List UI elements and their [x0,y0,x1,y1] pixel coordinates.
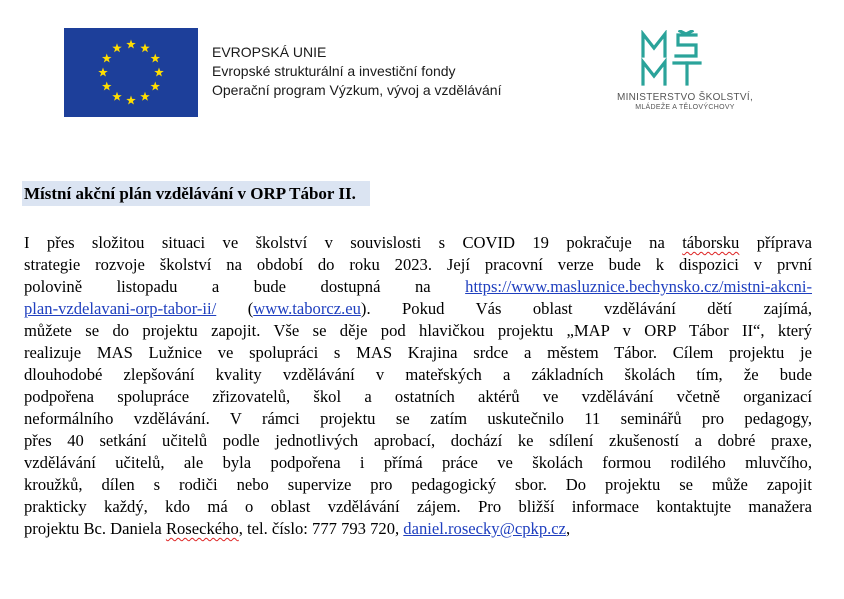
text-span: , [566,519,571,538]
taborcz-link[interactable]: www.taborcz.eu [253,299,361,318]
body-line: podpořena spolupráce zřizovatelů, škol a ostatních aktérů ve vzdělávání včetně organizací [24,387,812,406]
msmt-logo-icon [640,30,704,86]
body-line [24,518,812,540]
body-line: realizuje MAS Lužnice ve spolupráci s MAS Krajina srdce a městem Tábor. Cílem projektu je [24,343,812,362]
msmt-line-1: MINISTERSTVO ŠKOLSTVÍ, [616,92,754,103]
eu-line-1: EVROPSKÁ UNIE [212,44,327,60]
body-line: strategie rozvoje školství na období do roku 2023. Její pracovní verze bude k dispozici v první [24,255,812,274]
text-span: projektu Bc. Daniela [24,519,166,538]
body-line: neformálního vzdělávání. V rámci projektu se zatím uskutečnilo 11 seminářů pro pedagogy, [24,409,812,428]
body-line: přes 40 setkání učitelů podle jednotlivých aprobací, dochází ke sdílení zkušeností a dobré praxe, [24,431,812,450]
eu-line-3: Operační program Výzkum, vývoj a vzdělávání [212,82,502,98]
text-span: , tel. číslo: 777 793 720, [238,519,404,538]
body-line: kroužků, dílen s rodiči nebo supervize pro pedagogický sbor. Do projektu se může zapojit [24,475,812,494]
eu-line-2: Evropské strukturální a investiční fondy [212,63,456,79]
msmt-text-block [600,92,770,112]
misspelled-word: Roseckého [165,519,239,538]
document-heading: Místní akční plán vzdělávání v ORP Tábor II. [22,181,370,206]
body-line: vzdělávání učitelů, ale byla podpořena i přímá práce ve školách formou rodilého mluvčího, [24,453,812,472]
text-span: ( [216,299,254,318]
document-body [24,232,812,540]
body-line [24,232,812,254]
map-url-link[interactable]: https://www.masluznice.bechynsko.cz/mistni-akcni- [465,277,812,296]
body-line: prakticky každý, kdo má o oblast vzdělávání zájem. Pro bližší informace kontaktujte manažera [24,497,812,516]
body-line: můžete se do projektu zapojit. Vše se děje pod hlavičkou projektu „MAP v ORP Tábor II“, který [24,321,812,340]
text-span: příprava [739,233,813,252]
body-line: dlouhodobé zlepšování kvality vzdělávání v mateřských a základních školách tím, že bude [24,365,812,384]
body-line [24,298,812,320]
body-line [24,276,812,298]
email-link[interactable]: daniel.rosecky@cpkp.cz [403,519,567,538]
msmt-line-2: MLÁDEŽE A TĚLOVÝCHOVY [635,104,735,111]
text-span: I přes složitou situaci ve školství v souvislosti s COVID 19 pokračuje na [24,233,683,252]
eu-text-block [212,43,501,100]
map-url-link-continued[interactable]: plan-vzdelavani-orp-tabor-ii/ [24,299,217,318]
text-span: ). Pokud Vás oblast vzdělávání dětí zajímá, [360,299,812,318]
eu-flag-icon [64,28,198,117]
text-span: polovině listopadu a bude dostupná na [24,277,466,296]
misspelled-word: táborsku [682,233,740,252]
